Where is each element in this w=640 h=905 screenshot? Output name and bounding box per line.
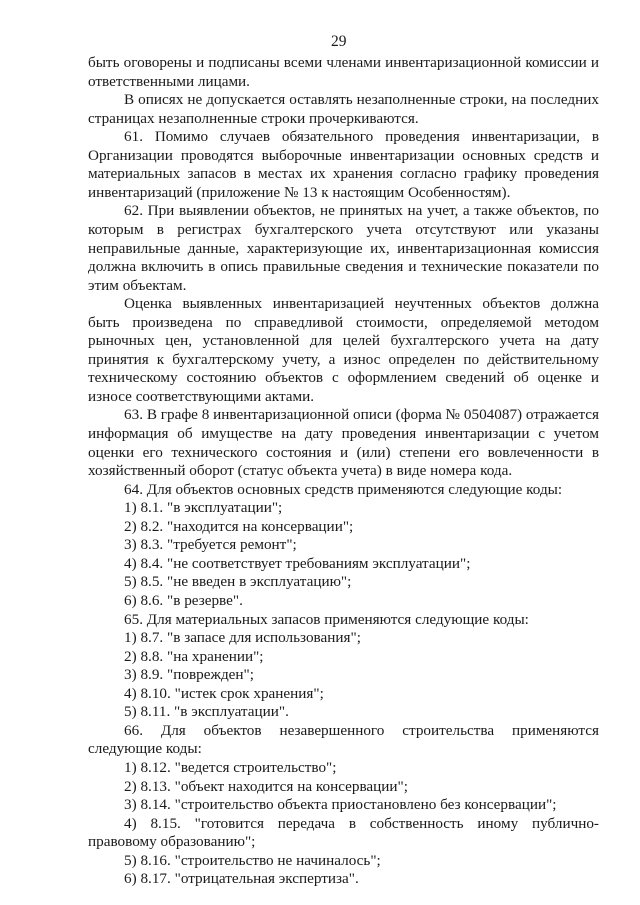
text-line: этим объектам. xyxy=(88,276,187,294)
text-line: которым в регистрах бухгалтерского учета отсутствуют или указаны xyxy=(88,221,599,238)
text-line: правовому образованию"; xyxy=(88,833,256,851)
text-line: следующие коды: xyxy=(88,740,202,758)
text-line: Оценка выявленных инвентаризацией неучтенных объектов должна xyxy=(124,295,599,313)
text-line: 65. Для материальных запасов применяются следующие коды: xyxy=(124,610,529,628)
text-line: информация об имуществе на дату проведения инвентаризации с учетом xyxy=(88,425,599,442)
text-line: неправильные данные, характеризующие их, инвентаризационная комиссия xyxy=(88,239,599,257)
text-line: 5) 8.11. "в эксплуатации". xyxy=(124,703,289,721)
text-line: 62. При выявлении объектов, не принятых на учет, а также объектов, по xyxy=(124,202,599,220)
text-line: 6) 8.6. "в резерве". xyxy=(124,592,243,609)
text-line: рыночных цен, установленной для целей бухгалтерского учета на дату xyxy=(88,332,599,350)
text-line: Организации проводятся выборочные инвентаризации основных средств и xyxy=(88,146,599,164)
text-line: 2) 8.2. "находится на консервации"; xyxy=(124,517,354,535)
text-line: инвентаризаций (приложение № 13 к настоящим Особенностям). xyxy=(88,183,511,201)
text-line: 3) 8.14. "строительство объекта приостановлено без консервации"; xyxy=(124,796,557,813)
text-line: ответственными лицами. xyxy=(88,72,250,90)
text-line: 6) 8.17. "отрицательная экспертиза". xyxy=(124,870,359,888)
text-line: 2) 8.13. "объект находится на консервации"; xyxy=(124,777,408,795)
text-line: принятия к бухгалтерскому учету, а износ определен по действительному xyxy=(88,350,599,368)
text-line: износе соответствующими актами. xyxy=(88,387,315,405)
text-line: 3) 8.9. "поврежден"; xyxy=(124,666,254,684)
text-line: 1) 8.7. "в запасе для использования"; xyxy=(124,629,361,647)
text-line: В описях не допускается оставлять незаполненные строки, на последних xyxy=(124,91,599,109)
text-line: 63. В графе 8 инвентаризационной описи (форма № 0504087) отражается xyxy=(124,406,599,424)
text-line: 3) 8.3. "требуется ремонт"; xyxy=(124,536,297,554)
page-number: 29 xyxy=(331,33,347,50)
text-line: 4) 8.15. "готовится передача в собственность иному публично- xyxy=(124,814,599,832)
text-line: материальных запасов в местах их хранения согласно графику проведения xyxy=(88,165,599,183)
text-line: техническому состоянию объектов с оформлением сведений об оценке и xyxy=(88,369,599,387)
text-line: 4) 8.4. "не соответствует требованиям эксплуатации"; xyxy=(124,554,471,572)
text-line: должна включить в опись правильные сведения и технические показатели по xyxy=(88,258,599,276)
text-line: 1) 8.1. "в эксплуатации"; xyxy=(124,499,283,517)
text-line: хозяйственный оборот (статус объекта учета) в виде номера кода. xyxy=(88,462,513,480)
text-line: 1) 8.12. "ведется строительство"; xyxy=(124,758,337,776)
text-line: быть произведена по справедливой стоимости, определяемой методом xyxy=(88,313,599,331)
text-line: 66. Для объектов незавершенного строительства применяются xyxy=(124,721,599,739)
text-line: 61. Помимо случаев обязательного проведения инвентаризации, в xyxy=(124,128,599,146)
text-line: 64. Для объектов основных средств применяются следующие коды: xyxy=(124,480,563,498)
text-line: страницах незаполненные строки прочеркиваются. xyxy=(88,109,419,127)
text-line: 4) 8.10. "истек срок хранения"; xyxy=(124,684,324,702)
text-line: оценки его технического состояния и (или) степени его вовлеченности в xyxy=(88,443,599,461)
text-line: 5) 8.16. "строительство не начиналось"; xyxy=(124,851,381,869)
text-line: 2) 8.8. "на хранении"; xyxy=(124,647,264,665)
text-line: быть оговорены и подписаны всеми членами инвентаризационной комиссии и xyxy=(88,54,599,71)
text-line: 5) 8.5. "не введен в эксплуатацию"; xyxy=(124,573,352,591)
